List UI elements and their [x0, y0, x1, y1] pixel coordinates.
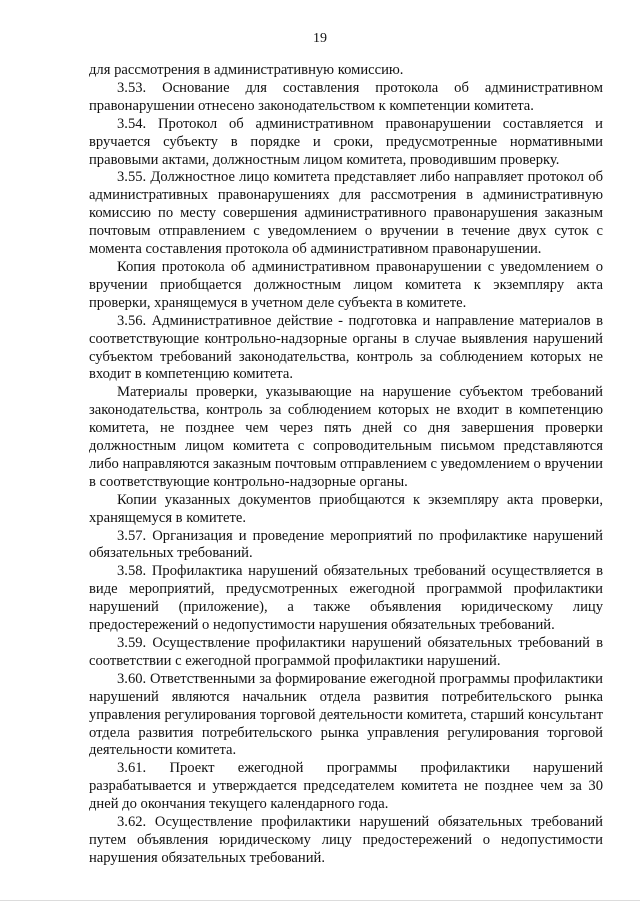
paragraph-protocol-copy: Копия протокола об административном правонарушении с уведомлением о вручении приобщается должностным лицом комитета к экземпляру акта проверки, хранящемуся в учетном деле субъекта в комитете.	[89, 258, 603, 311]
paragraph-3-54: 3.54. Протокол об административном правонарушении составляется и вручается субъекту в порядке и сроки, предусмотренные нормативными правовыми актами, должностным лицом комитета, проводившим проверку.	[89, 115, 603, 168]
paragraph-inspection-materials: Материалы проверки, указывающие на нарушение субъектом требований законодательства, контроль за соблюдением которых не входит в компетенцию комитета, не позднее чем через пять дней со дня завершения проверки должностным лицом комитета с сопроводительным письмом представляются либо направляются заказным почтовым отправлением с уведомлением о вручении в соответствующие контрольно-надзорные органы.	[89, 384, 603, 490]
paragraph-3-53: 3.53. Основание для составления протокола об административном правонарушении отнесено законодательством к компетенции комитета.	[89, 79, 603, 114]
paragraph-document-copies: Копии указанных документов приобщаются к экземпляру акта проверки, хранящемуся в комитете.	[89, 491, 603, 526]
paragraph-3-59: 3.59. Осуществление профилактики нарушений обязательных требований в соответствии с ежегодной программой профилактики нарушений.	[89, 635, 603, 669]
document-body	[89, 62, 603, 868]
paragraph-3-62: 3.62. Осуществление профилактики нарушений обязательных требований путем объявления юридическому лицу предостережений о недопустимости нарушения обязательных требований.	[89, 814, 603, 866]
paragraph-3-58: 3.58. Профилактика нарушений обязательных требований осуществляется в виде мероприятий, предусмотренных ежегодной программой профилактики нарушений (приложение), а также объявления юридическому лицу предостережений о недопустимости нарушения обязательных требований.	[89, 563, 603, 634]
paragraph-continuation: для рассмотрения в административную комиссию.	[89, 62, 404, 78]
page-number: 19	[313, 31, 327, 46]
paragraph-3-61: 3.61. Проект ежегодной программы профилактики нарушений разрабатывается и утверждается председателем комитета не позднее чем за 30 дней до окончания текущего календарного года.	[89, 760, 603, 813]
paragraph-3-55: 3.55. Должностное лицо комитета представляет либо направляет протокол об административных правонарушениях для рассмотрения в административную комиссию по месту совершения административного правонарушения заказным почтовым отправлением с уведомлением о вручении в течение двух суток с момента составления протокола об административном правонарушении.	[89, 169, 603, 258]
paragraph-3-57: 3.57. Организация и проведение мероприятий по профилактике нарушений обязательных требований.	[89, 527, 603, 562]
paragraph-3-60: 3.60. Ответственными за формирование ежегодной программы профилактики нарушений являются начальник отдела развития потребительского рынка управления регулирования торговой деятельности комитета, старший консультант отдела развития потребительского рынка управления регулирования торговой деятельности комитета.	[89, 670, 603, 759]
page-bottom-edge	[0, 900, 640, 901]
paragraph-3-56: 3.56. Административное действие - подготовка и направление материалов в соответствующие контрольно-надзорные органы в случае выявления нарушений субъектом требований законодательства, контроль за соблюдением которых не входит в компетенцию комитета.	[89, 312, 603, 383]
